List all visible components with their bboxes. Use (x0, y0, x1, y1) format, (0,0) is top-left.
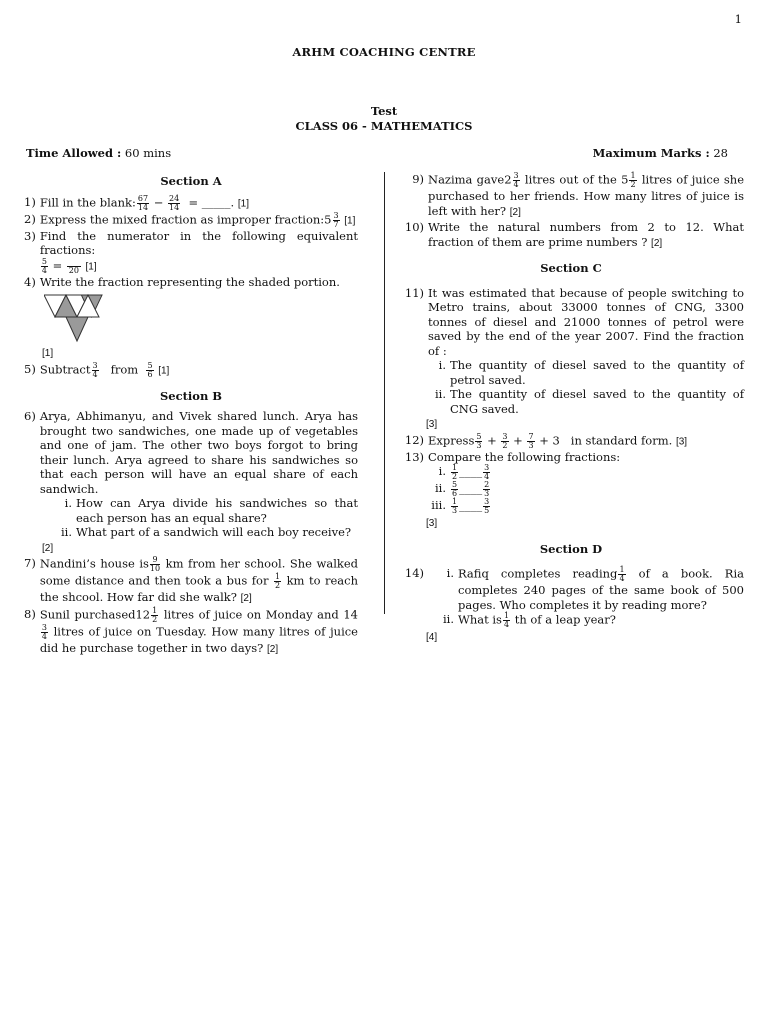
denominator: 4 (484, 472, 490, 481)
compare-blank: ____ (459, 481, 483, 496)
question-11 (398, 286, 744, 359)
question-text: Find the numerator in the following equivalent fractions: (39, 228, 358, 257)
sub-question-number: iii. (431, 498, 446, 512)
denominator: 6 (147, 369, 153, 379)
numerator: 1 (630, 171, 636, 180)
question-text: Write the natural numbers from 2 to 12. What fraction of them are prime numbers ? (428, 220, 744, 249)
equals-sign: = (52, 258, 63, 272)
time-allowed (26, 146, 171, 160)
sub-question-text: How can Arya divide his sandwiches so that each person has an equal share? (76, 496, 358, 525)
section-d-heading: Section D (539, 541, 603, 556)
marks-tag: [1] (158, 365, 170, 376)
question-text: litres of juice on Tuesday. How many litres of juice did he purchase together in two days? (39, 624, 358, 655)
sub-question-text: th of a leap year? (514, 612, 616, 627)
question-number: 5) (24, 361, 36, 376)
question-4 (24, 275, 358, 290)
question-5 (24, 362, 358, 379)
question-9 (398, 172, 744, 220)
denominator: 4 (41, 631, 47, 641)
marks-tag: [2] (267, 643, 279, 655)
question-text: km from her school. She walked some distance and then took a bus for (39, 556, 359, 588)
denominator: 2 (452, 472, 458, 481)
sub-question (428, 566, 744, 612)
time-allowed-label: Time Allowed : (26, 146, 122, 160)
sub-question-number: i. (64, 496, 72, 510)
test-label: Test (370, 104, 398, 118)
denominator: 2 (152, 614, 158, 624)
denominator: 6 (452, 489, 458, 498)
denominator: 2 (274, 581, 281, 590)
maximum-marks-value: 28 (713, 146, 728, 160)
fraction (150, 556, 160, 573)
question-number: 14) (404, 566, 424, 580)
sub-question-number: ii. (60, 525, 72, 539)
marks-tag: [3] (675, 436, 688, 447)
marks-tag: [1] (237, 198, 249, 209)
fraction (41, 624, 48, 641)
sub-question-text: The quantity of diesel saved to the quantity of CNG saved. (450, 387, 744, 416)
sub-question-number: i. (438, 464, 446, 478)
denominator: 4 (92, 369, 98, 379)
numerator: 9 (150, 556, 160, 565)
compare-blank: ____ (459, 464, 483, 479)
numerator: 1 (452, 497, 458, 506)
fraction (527, 433, 534, 450)
question-text: Fill in the blank: (39, 195, 136, 209)
org-title: ARHM COACHING CENTRE (292, 45, 476, 59)
fraction (483, 498, 490, 515)
question-text: km to reach the shcool. How far did she walk? (39, 573, 359, 604)
fraction (67, 258, 81, 275)
question-text: litres of juice she purchased to her friends. How many litres of juice is left with her? (428, 172, 745, 218)
denominator: 2 (630, 180, 636, 189)
question-text: Nandini’s house is (39, 556, 149, 571)
triangle-bottom (66, 317, 88, 341)
question-13 (398, 450, 744, 465)
fraction (501, 433, 508, 450)
right-column (398, 172, 744, 646)
numerator: 7 (528, 431, 534, 441)
fraction (168, 195, 180, 212)
numerator: 1 (619, 565, 625, 574)
marks-tag: [4] (426, 632, 438, 643)
question-number: 1) (24, 194, 36, 209)
denominator: 3 (528, 440, 534, 450)
numerator: 1 (452, 463, 458, 472)
sub-question (46, 496, 358, 525)
denominator: 4 (503, 620, 510, 629)
numerator: 1 (274, 572, 281, 581)
minus-sign: − (153, 195, 164, 209)
question-text: Express the mixed fraction as improper fraction:5 (39, 212, 332, 226)
numerator: 24 (169, 193, 180, 203)
denominator: 4 (619, 574, 625, 583)
sub-question (428, 612, 744, 629)
question-14 (398, 566, 744, 629)
marks-tag: [1] (42, 348, 54, 359)
denominator: 14 (169, 202, 180, 212)
sub-question (420, 498, 744, 515)
marks-tag: [3] (426, 518, 438, 529)
numerator: 3 (513, 171, 519, 180)
question-number: 3) (24, 228, 36, 243)
question-10 (398, 220, 744, 251)
from-word: from (110, 362, 139, 376)
sub-question-text: Rafiq completes reading (458, 566, 618, 581)
fraction (92, 362, 99, 379)
fraction (629, 172, 636, 189)
plus-three: + 3 (539, 433, 560, 447)
fraction (513, 172, 520, 189)
triangle-diagram (44, 293, 108, 345)
section-b-heading: Section B (159, 388, 223, 403)
question-6 (24, 409, 358, 496)
question-text: in standard form. (570, 433, 673, 447)
sub-question (420, 358, 744, 387)
numerator: 5 (452, 480, 458, 489)
numerator: 3 (41, 622, 47, 632)
numerator: 5 (476, 431, 482, 441)
numerator: 5 (147, 360, 153, 370)
sub-question-number: ii. (434, 387, 446, 401)
marks-tag: [2] (509, 206, 521, 218)
fraction (274, 573, 281, 590)
marks-tag: [2] (240, 593, 252, 604)
question-text: Write the fraction representing the shaded portion. (39, 274, 340, 289)
numerator: 1 (503, 611, 510, 620)
denominator: 10 (149, 564, 161, 573)
marks-tag: [3] (426, 419, 438, 430)
sub-question (46, 525, 358, 540)
question-3 (24, 229, 358, 275)
marks-tag: [2] (42, 542, 54, 554)
denominator: 14 (137, 202, 149, 212)
denominator: 3 (484, 489, 490, 498)
numerator: 1 (152, 605, 158, 615)
fraction (451, 464, 458, 481)
question-8 (24, 607, 358, 658)
denominator: 3 (452, 506, 458, 515)
numerator: 3 (92, 360, 98, 370)
fraction (451, 498, 458, 515)
question-text: litres out of the 5 (524, 172, 629, 187)
question-text: Nazima gave2 (428, 172, 512, 187)
fraction (41, 258, 48, 275)
left-column (24, 172, 358, 657)
question-text: Sunil purchased12 (39, 607, 151, 621)
question-number: 10) (404, 220, 424, 234)
sub-question-number: ii. (434, 481, 446, 495)
column-divider (384, 172, 385, 614)
fraction (451, 481, 458, 498)
numerator: 3 (484, 463, 490, 472)
fraction (483, 464, 490, 481)
marks-tag: [1] (344, 215, 356, 226)
sub-question-number: i. (438, 358, 446, 372)
denominator: 2 (502, 440, 508, 450)
question-number: 2) (24, 211, 36, 226)
fraction (333, 212, 340, 229)
question-number: 6) (24, 409, 36, 423)
question-text: Subtract (39, 362, 91, 376)
plus-sign: + (513, 433, 523, 447)
question-text: Express (428, 433, 475, 447)
question-2 (24, 212, 358, 229)
question-number: 11) (404, 285, 424, 300)
question-1 (24, 195, 358, 212)
denominator: 20 (68, 265, 79, 275)
question-number: 7) (24, 556, 36, 570)
page-number: 1 (734, 12, 742, 26)
numerator: 3 (333, 210, 339, 220)
fraction (483, 481, 490, 498)
marks-tag: [1] (85, 261, 97, 272)
denominator: 4 (41, 265, 47, 275)
numerator: 3 (484, 497, 490, 506)
compare-blank: ____ (459, 498, 483, 513)
fraction (151, 607, 158, 624)
fraction (137, 195, 149, 212)
question-text: It was estimated that because of people switching to Metro trains, about 33000 tonnes of CNG, 3300 tonnes of diesel and 21000 tonnes of petrol were saved by the end of the year 2007. Find the fraction of : (428, 285, 744, 358)
maximum-marks (593, 146, 728, 160)
denominator: 4 (513, 180, 519, 189)
question-number: 4) (24, 274, 36, 289)
numerator: 5 (41, 256, 47, 266)
plus-sign: + (487, 433, 497, 447)
question-12 (398, 433, 744, 450)
sub-question-text: What is (458, 612, 502, 627)
question-text: Compare the following fractions: (428, 449, 621, 464)
sub-question-number: ii. (442, 612, 454, 626)
question-number: 8) (24, 606, 36, 621)
denominator: 5 (484, 506, 490, 515)
numerator: 2 (484, 480, 490, 489)
maximum-marks-label: Maximum Marks : (592, 146, 710, 160)
question-text: Arya, Abhimanyu, and Vivek shared lunch. Arya has brought two sandwiches, one made up of vegetables and one of jam. The other two boys forgot to bring their lunch. Arya agreed to share his sandwiches so that each person will have an equal share of each sandwich. (39, 409, 358, 496)
section-a-heading: Section A (160, 174, 222, 188)
question-number: 13) (404, 449, 424, 464)
sub-question (420, 464, 744, 481)
fraction (503, 612, 510, 629)
question-number: 9) (412, 172, 424, 186)
numerator: 67 (137, 193, 149, 203)
question-text: litres of juice on Monday and 14 (163, 607, 359, 621)
section-c-heading: Section C (540, 261, 602, 275)
fill-blank: = _____. (188, 195, 235, 209)
sub-question-text: The quantity of diesel saved to the quantity of petrol saved. (450, 358, 744, 387)
sub-question-number: i. (446, 566, 454, 580)
fraction (618, 566, 625, 583)
sub-question-text: of a book. Ria completes 240 pages of the same book of 500 pages. Who completes it by reading more? (458, 566, 745, 612)
denominator: 7 (333, 219, 339, 229)
question-number: 12) (404, 432, 424, 447)
class-label: CLASS 06 - MATHEMATICS (295, 119, 473, 133)
marks-tag: [2] (651, 237, 663, 249)
fraction (475, 433, 482, 450)
sub-question (420, 387, 744, 416)
sub-question-text: What part of a sandwich will each boy receive? (76, 525, 352, 539)
shaded-triangle-figure (44, 293, 358, 345)
question-7 (24, 556, 358, 607)
numerator: 3 (502, 431, 508, 441)
sub-question (420, 481, 744, 498)
time-allowed-value: 60 mins (124, 146, 172, 160)
denominator: 3 (476, 440, 482, 450)
fraction (146, 362, 153, 379)
